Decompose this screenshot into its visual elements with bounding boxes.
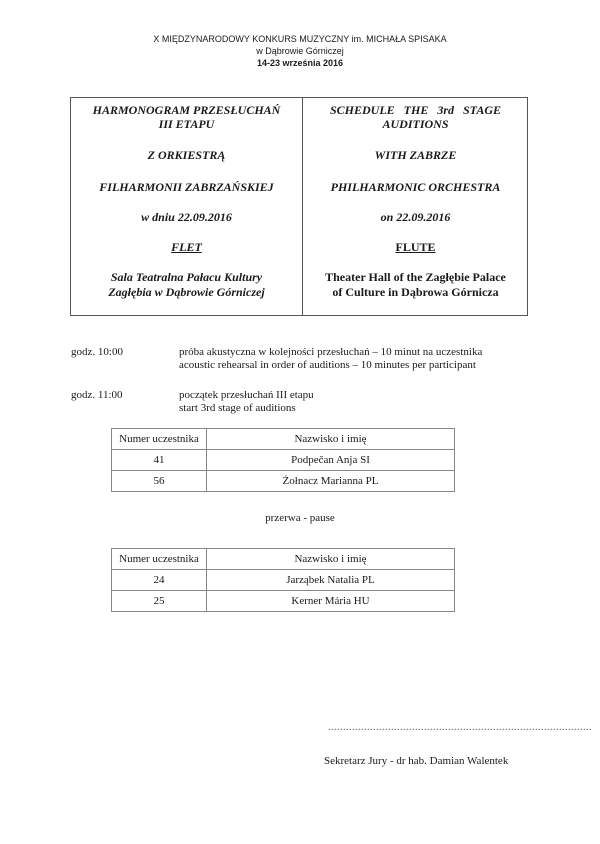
en-orchestra-line2: PHILHARMONIC ORCHESTRA xyxy=(330,180,501,194)
en-instrument-label: FLUTE xyxy=(395,240,436,254)
table-row xyxy=(112,450,455,471)
pause-label: przerwa - pause xyxy=(265,512,335,524)
schedule-desc-1-pl: próba akustyczna w kolejności przesłuchań – 10 minut na uczestnika xyxy=(179,346,483,358)
header-number: Numer uczestnika xyxy=(112,429,207,450)
pl-title-line1: HARMONOGRAM PRZESŁUCHAŃ xyxy=(92,103,281,117)
pl-title-line2: III ETAPU xyxy=(158,117,215,131)
participants-table-2 xyxy=(111,548,455,612)
en-date: on 22.09.2016 xyxy=(380,210,451,224)
en-orchestra-line1: WITH ZABRZE xyxy=(374,148,457,162)
pl-venue-line2: Zagłębia w Dąbrowie Górniczej xyxy=(108,285,265,299)
table-header-row xyxy=(112,549,455,570)
jury-secretary-signature: Sekretarz Jury - dr hab. Damian Walentek xyxy=(324,755,509,767)
pl-venue-line1: Sala Teatralna Pałacu Kultury xyxy=(110,270,263,284)
table-row xyxy=(112,591,455,612)
participant-name: Kerner Mária HU xyxy=(207,591,455,612)
schedule-desc-1-en: acoustic rehearsal in order of auditions – 10 minutes per participant xyxy=(179,359,476,371)
participant-number: 56 xyxy=(112,471,207,492)
participants-table-1 xyxy=(111,428,455,492)
participant-name: Żołnacz Marianna PL xyxy=(207,471,455,492)
table-row xyxy=(112,471,455,492)
participant-number: 25 xyxy=(112,591,207,612)
pl-instrument xyxy=(71,240,302,254)
table-row xyxy=(112,570,455,591)
participant-name: Podpečan Anja SI xyxy=(207,450,455,471)
table-header-row xyxy=(112,429,455,450)
participant-number: 24 xyxy=(112,570,207,591)
pl-date: w dniu 22.09.2016 xyxy=(141,210,232,224)
pl-orchestra-line2: FILHARMONII ZABRZAŃSKIEJ xyxy=(99,180,274,194)
english-column xyxy=(303,98,528,315)
participant-name: Jarząbek Natalia PL xyxy=(207,570,455,591)
schedule-desc-2-en: start 3rd stage of auditions xyxy=(179,402,296,414)
schedule-desc-2-pl: początek przesłuchań III etapu xyxy=(179,389,314,401)
schedule-time-2: godz. 11:00 xyxy=(71,389,123,401)
header-name: Nazwisko i imię xyxy=(207,549,455,570)
signature-line: ........................................................................................ xyxy=(328,722,592,733)
competition-location: w Dąbrowie Górniczej xyxy=(256,46,344,56)
schedule-desc-2 xyxy=(179,389,314,415)
schedule-desc-1 xyxy=(179,346,482,372)
schedule-info-box xyxy=(70,97,528,316)
en-title-line1 xyxy=(303,103,528,117)
header-name: Nazwisko i imię xyxy=(207,429,455,450)
en-venue-line2: of Culture in Dąbrowa Górnicza xyxy=(332,285,499,299)
en-title-line2: AUDITIONS xyxy=(382,117,449,131)
polish-column xyxy=(71,98,303,315)
competition-dates: 14-23 września 2016 xyxy=(256,58,344,68)
header-number: Numer uczestnika xyxy=(112,549,207,570)
en-title-text: SCHEDULE THE 3rd STAGE xyxy=(329,103,502,117)
pl-orchestra-line1: Z ORKIESTRĄ xyxy=(147,148,226,162)
competition-title: X MIĘDZYNARODOWY KONKURS MUZYCZNY im. MICHAŁA SPISAKA xyxy=(153,34,447,44)
en-instrument xyxy=(303,240,528,254)
competition-header xyxy=(0,33,600,69)
en-venue-line1: Theater Hall of the Zagłębie Palace xyxy=(325,270,506,284)
schedule-time-1: godz. 10:00 xyxy=(71,346,123,358)
participant-number: 41 xyxy=(112,450,207,471)
pl-instrument-label: FLET xyxy=(171,240,202,254)
